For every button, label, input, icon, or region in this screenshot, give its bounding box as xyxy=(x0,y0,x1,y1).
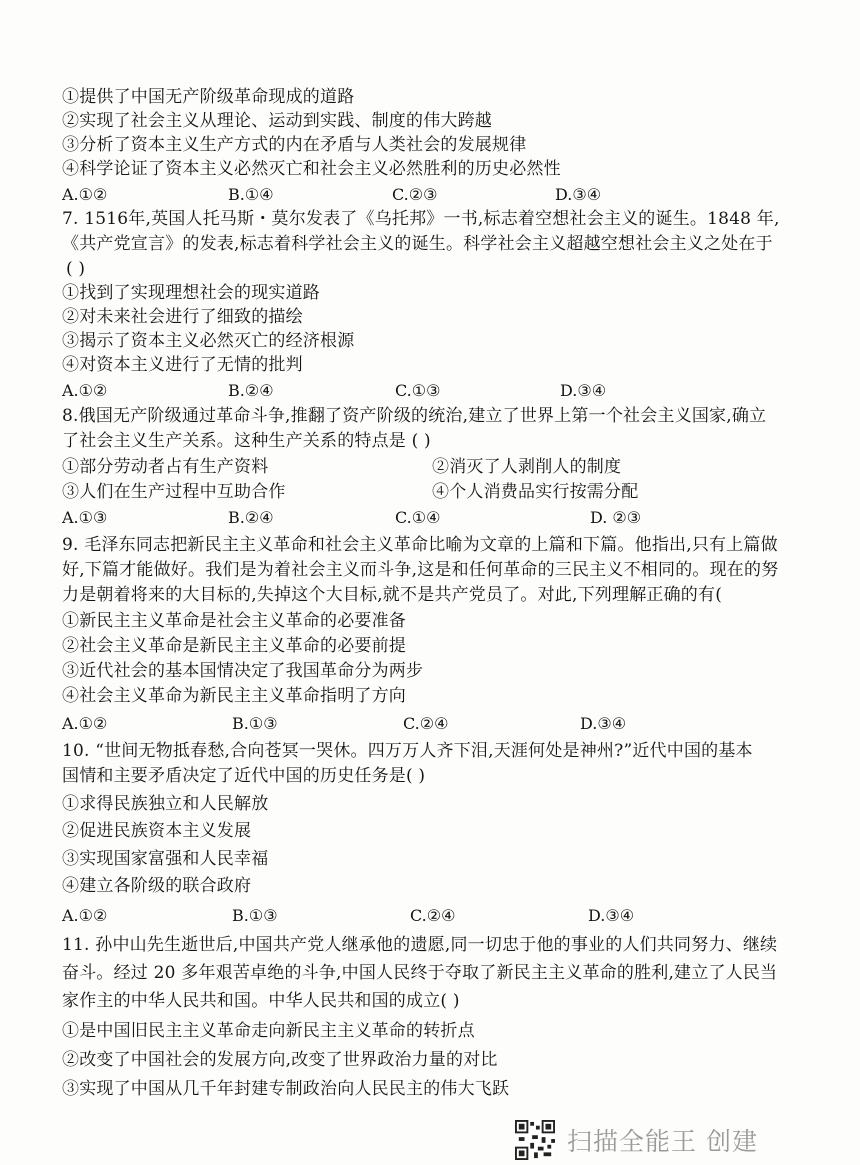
q6-option-b: B.①④ xyxy=(228,185,274,204)
q6-item-3: ③分析了资本主义生产方式的内在矛盾与人类社会的发展规律 xyxy=(62,135,527,155)
q7-answer-blank: ( ) xyxy=(66,259,86,279)
q11-item-2: ②改变了中国社会的发展方向,改变了世界政治力量的对比 xyxy=(62,1050,498,1070)
q6-item-2: ②实现了社会主义从理论、运动到实践、制度的伟大跨越 xyxy=(62,111,492,131)
q8-option-c: C.①④ xyxy=(395,508,441,527)
q10-item-3: ③实现国家富强和人民幸福 xyxy=(62,849,269,869)
q10-stem-line-2: 国情和主要矛盾决定了近代中国的历史任务是( ) xyxy=(62,766,426,786)
q9-option-c: C.②④ xyxy=(403,714,449,733)
q6-option-d: D.③④ xyxy=(555,185,602,204)
q9-stem-line-1: 9. 毛泽东同志把新民主主义革命和社会主义革命比喻为文章的上篇和下篇。他指出,只有上篇做 xyxy=(62,535,778,555)
q8-option-d: D. ②③ xyxy=(590,508,642,527)
camscanner-watermark xyxy=(515,1118,815,1162)
q9-item-3: ③近代社会的基本国情决定了我国革命分为两步 xyxy=(62,661,424,681)
q6-item-1: ①提供了中国无产阶级革命现成的道路 xyxy=(62,87,355,107)
q6-option-c: C.②③ xyxy=(392,185,438,204)
q10-item-4: ④建立各阶级的联合政府 xyxy=(62,876,252,896)
q8-item-4: ④个人消费品实行按需分配 xyxy=(432,482,639,502)
q11-item-1: ①是中国旧民主主义革命走向新民主主义革命的转折点 xyxy=(62,1021,475,1041)
q10-option-b: B.①③ xyxy=(232,906,278,925)
q9-stem-line-3: 力是朝着将来的大目标的,失掉这个大目标,就不是共产党员了。对此,下列理解正确的有( xyxy=(62,585,723,605)
q10-option-a: A.①② xyxy=(62,906,108,925)
q7-stem-line-1: 7. 1516年,英国人托马斯・莫尔发表了《乌托邦》一书,标志着空想社会主义的诞生。1848 年, xyxy=(62,209,780,229)
q11-stem-line-3: 家作主的中华人民共和国。中华人民共和国的成立( ) xyxy=(62,991,460,1011)
q8-item-1: ①部分劳动者占有生产资料 xyxy=(62,457,269,477)
q7-option-b: B.②④ xyxy=(228,381,274,400)
watermark-text: 扫描全能王 创建 xyxy=(567,1127,758,1156)
q6-option-a: A.①② xyxy=(62,185,108,204)
q10-stem-line-1: 10. “世间无物抵春愁,合向苍冥一哭休。四万万人齐下泪,天涯何处是神州?”近代中国的基本 xyxy=(62,741,753,761)
q7-item-3: ③揭示了资本主义必然灭亡的经济根源 xyxy=(62,331,355,351)
q8-option-b: B.②④ xyxy=(228,508,274,527)
q8-stem-line-1: 8.俄国无产阶级通过革命斗争,推翻了资产阶级的统治,建立了世界上第一个社会主义国家,确立 xyxy=(62,406,767,426)
q9-item-4: ④社会主义革命为新民主主义革命指明了方向 xyxy=(62,686,406,706)
q7-stem-line-2: 《共产党宣言》的发表,标志着科学社会主义的诞生。科学社会主义超越空想社会主义之处在于 xyxy=(62,234,773,254)
q10-item-1: ①求得民族独立和人民解放 xyxy=(62,794,269,814)
q10-option-d: D.③④ xyxy=(588,906,635,925)
q7-option-a: A.①② xyxy=(62,381,108,400)
q7-item-2: ②对未来社会进行了细致的描绘 xyxy=(62,307,303,327)
qr-code-icon xyxy=(515,1120,555,1160)
q6-item-4: ④科学论证了资本主义必然灭亡和社会主义必然胜利的历史必然性 xyxy=(62,159,561,179)
q9-option-b: B.①③ xyxy=(232,714,278,733)
q9-option-d: D.③④ xyxy=(580,714,627,733)
q9-item-1: ①新民主主义革命是社会主义革命的必要准备 xyxy=(62,611,406,631)
q7-item-4: ④对资本主义进行了无情的批判 xyxy=(62,355,303,375)
q9-option-a: A.①② xyxy=(62,714,108,733)
q11-stem-line-2: 奋斗。经过 20 多年艰苦卓绝的斗争,中国人民终于夺取了新民主主义革命的胜利,建立了人民当 xyxy=(62,963,778,983)
q11-stem-line-1: 11. 孙中山先生逝世后,中国共产党人继承他的遗愿,同一切忠于他的事业的人们共同努力、继续 xyxy=(62,935,778,955)
q9-stem-line-2: 好,下篇才能做好。我们是为着社会主义而斗争,这是和任何革命的三民主义不相同的。现在的努 xyxy=(62,560,779,580)
q7-option-d: D.③④ xyxy=(560,381,607,400)
q10-item-2: ②促进民族资本主义发展 xyxy=(62,821,252,841)
q8-option-a: A.①③ xyxy=(62,508,108,527)
q9-item-2: ②社会主义革命是新民主主义革命的必要前提 xyxy=(62,636,406,656)
q8-item-3: ③人们在生产过程中互助合作 xyxy=(62,482,286,502)
q11-item-3: ③实现了中国从几千年封建专制政治向人民民主的伟大飞跃 xyxy=(62,1079,510,1099)
q8-item-2: ②消灭了人剥削人的制度 xyxy=(432,457,622,477)
q8-stem-line-2: 了社会主义生产关系。这种生产关系的特点是 ( ) xyxy=(62,431,431,451)
q7-option-c: C.①③ xyxy=(395,381,441,400)
q7-item-1: ①找到了实现理想社会的现实道路 xyxy=(62,283,320,303)
q10-option-c: C.②④ xyxy=(410,906,456,925)
